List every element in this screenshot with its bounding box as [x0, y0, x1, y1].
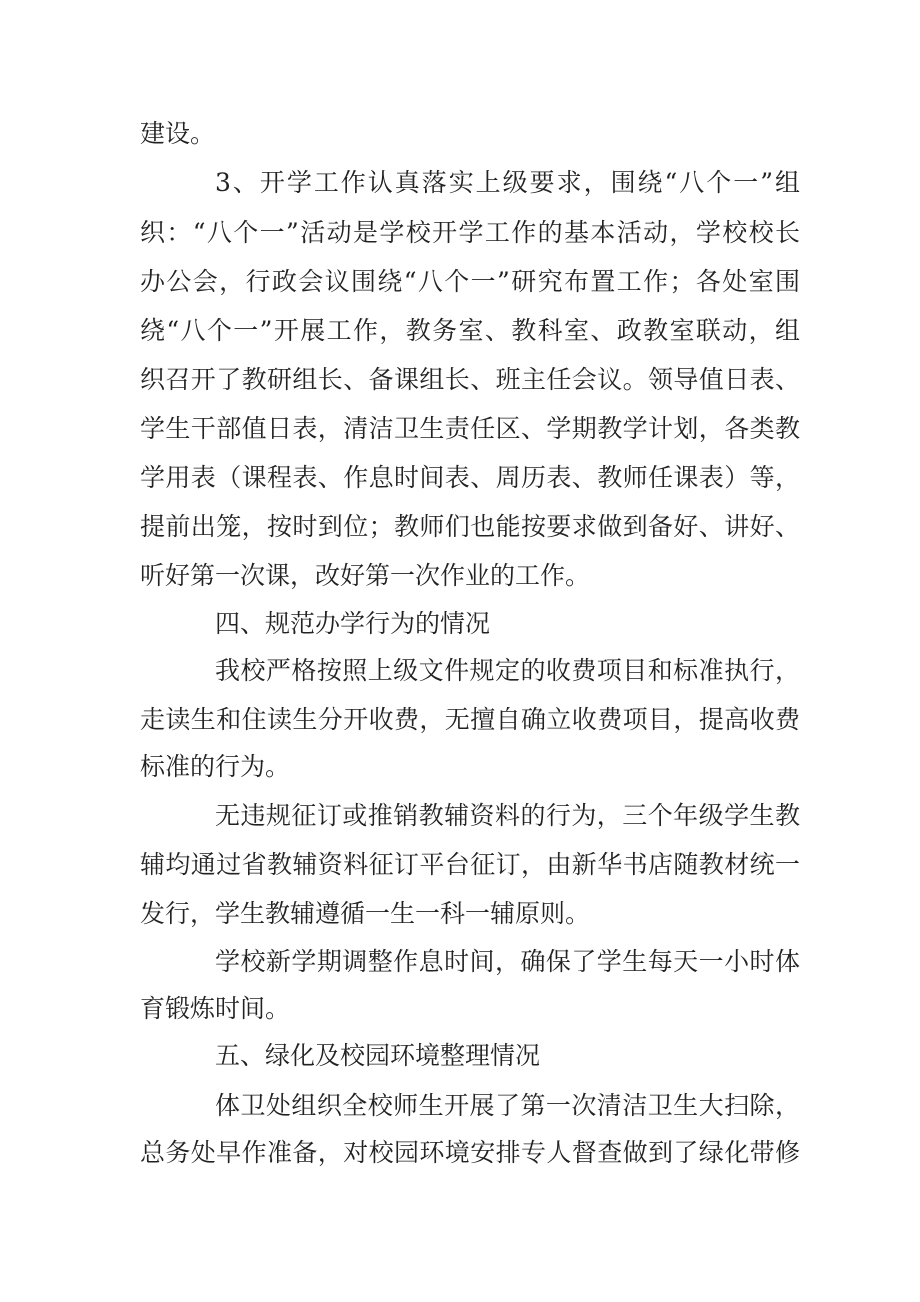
paragraph-line: 办公会，行政会议围绕“八个一”研究布置工作；各处室围 — [140, 267, 800, 296]
paragraph-line: 我校严格按照上级文件规定的收费项目和标准执行， — [215, 656, 800, 685]
paragraph-line: 3、开学工作认真落实上级要求，围绕“八个一”组 — [215, 168, 800, 197]
section-heading: 四、规范办学行为的情况 — [215, 609, 491, 638]
paragraph-line: 建设。 — [140, 119, 216, 148]
paragraph-line: 绕“八个一”开展工作，教务室、教科室、政教室联动，组 — [140, 316, 800, 345]
paragraph-line: 提前出笼，按时到位；教师们也能按要求做到备好、讲好、 — [140, 512, 800, 541]
paragraph-line: 总务处早作准备，对校园环境安排专人督查做到了绿化带修 — [140, 1138, 800, 1167]
section-heading: 五、绿化及校园环境整理情况 — [215, 1041, 541, 1070]
paragraph-line: 辅均通过省教辅资料征订平台征订，由新华书店随教材统一 — [140, 850, 800, 879]
paragraph-line: 织召开了教研组长、备课组长、班主任会议。领导值日表、 — [140, 365, 800, 394]
paragraph-line: 标准的行为。 — [140, 752, 291, 781]
paragraph-line: 走读生和住读生分开收费，无擅自确立收费项目，提高收费 — [140, 705, 800, 734]
paragraph-line: 学用表（课程表、作息时间表、周历表、教师任课表）等， — [140, 463, 800, 492]
paragraph-line: 学校新学期调整作息时间，确保了学生每天一小时体 — [215, 947, 800, 976]
paragraph-line: 听好第一次课，改好第一次作业的工作。 — [140, 561, 591, 590]
paragraph-line: 织：“八个一”活动是学校开学工作的基本活动，学校校长 — [140, 218, 800, 247]
paragraph-line: 学生干部值日表，清洁卫生责任区、学期教学计划，各类教 — [140, 414, 800, 443]
paragraph-line: 发行，学生教辅遵循一生一科一辅原则。 — [140, 899, 591, 928]
paragraph-line: 育锻炼时间。 — [140, 994, 291, 1023]
paragraph-line: 无违规征订或推销教辅资料的行为，三个年级学生教 — [215, 801, 800, 830]
paragraph-line: 体卫处组织全校师生开展了第一次清洁卫生大扫除， — [215, 1091, 800, 1120]
